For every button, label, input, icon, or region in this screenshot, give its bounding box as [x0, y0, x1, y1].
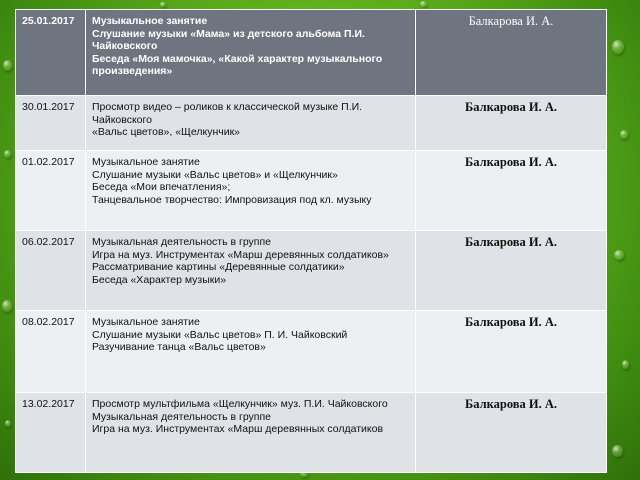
- responsible-cell: Балкарова И. А.: [416, 96, 607, 151]
- water-drop: [614, 250, 624, 260]
- activity-line: Беседа «Мои впечатления»;: [92, 181, 231, 193]
- table-row: [16, 10, 607, 96]
- date-cell: 25.01.2017: [16, 10, 86, 96]
- activity-line: Танцевальное творчество: Импровизация под кл. музыку: [92, 193, 372, 206]
- activity-cell: [86, 231, 416, 311]
- activity-line: Игра на муз. Инструментах «Марш деревянных солдатиков»: [92, 248, 389, 261]
- activity-line: Слушание музыки «Вальс цветов» П. И. Чайковский: [92, 328, 348, 341]
- table-row: [16, 231, 607, 311]
- activity-cell: [86, 96, 416, 151]
- activity-line: Слушание музыки «Мама» из детского альбома П.И. Чайковского: [92, 27, 365, 52]
- water-drop: [4, 150, 11, 158]
- water-drop: [622, 360, 629, 369]
- water-drop: [5, 420, 11, 427]
- date-cell: 06.02.2017: [16, 231, 86, 311]
- activity-cell: [86, 10, 416, 96]
- water-drop: [160, 2, 166, 7]
- activity-line: Рассматривание картины «Деревянные солдатики»: [92, 261, 345, 273]
- activity-line: Просмотр мультфильма «Щелкунчик» муз. П.И. Чайковского: [92, 398, 388, 410]
- water-drop: [612, 445, 623, 457]
- activity-cell: [86, 393, 416, 473]
- activity-line: «Вальс цветов», «Щелкунчик»: [92, 126, 241, 138]
- responsible-cell: Балкарова И. А.: [416, 311, 607, 393]
- water-drop: [620, 130, 628, 139]
- activity-line: Музыкальное занятие: [92, 156, 200, 168]
- water-drop: [612, 40, 624, 54]
- water-drop: [2, 300, 12, 312]
- responsible-cell: Балкарова И. А.: [416, 151, 607, 231]
- table-row: [16, 151, 607, 231]
- activity-line: Беседа «Моя мамочка», «Какой характер музыкального произведения»: [92, 52, 383, 77]
- date-cell: 30.01.2017: [16, 96, 86, 151]
- date-cell: 13.02.2017: [16, 393, 86, 473]
- activity-cell: [86, 151, 416, 231]
- water-drop: [420, 1, 427, 7]
- activity-line: Музыкальная деятельность в группе: [92, 236, 272, 248]
- responsible-cell: Балкарова И. А.: [416, 10, 607, 96]
- activity-line: Музыкальное занятие: [92, 15, 208, 27]
- table-row: [16, 311, 607, 393]
- activity-line: Музыкальное занятие: [92, 316, 200, 328]
- responsible-cell: Балкарова И. А.: [416, 393, 607, 473]
- date-cell: 01.02.2017: [16, 151, 86, 231]
- table-row: [16, 393, 607, 473]
- activity-line: Беседа «Характер музыки»: [92, 273, 227, 286]
- activity-cell: [86, 311, 416, 393]
- activity-line: Музыкальная деятельность в группе: [92, 410, 272, 423]
- activity-line: Просмотр видео – роликов к классической музыке П.И. Чайковского: [92, 101, 363, 126]
- water-drop: [3, 60, 12, 71]
- responsible-cell: Балкарова И. А.: [416, 231, 607, 311]
- activity-line: Разучивание танца «Вальс цветов»: [92, 341, 266, 353]
- activity-line: Слушание музыки «Вальс цветов» и «Щелкунчик»: [92, 168, 338, 181]
- activity-line: Игра на муз. Инструментах «Марш деревянных солдатиков: [92, 423, 384, 435]
- table-row: [16, 96, 607, 151]
- date-cell: 08.02.2017: [16, 311, 86, 393]
- schedule-table: [15, 9, 607, 473]
